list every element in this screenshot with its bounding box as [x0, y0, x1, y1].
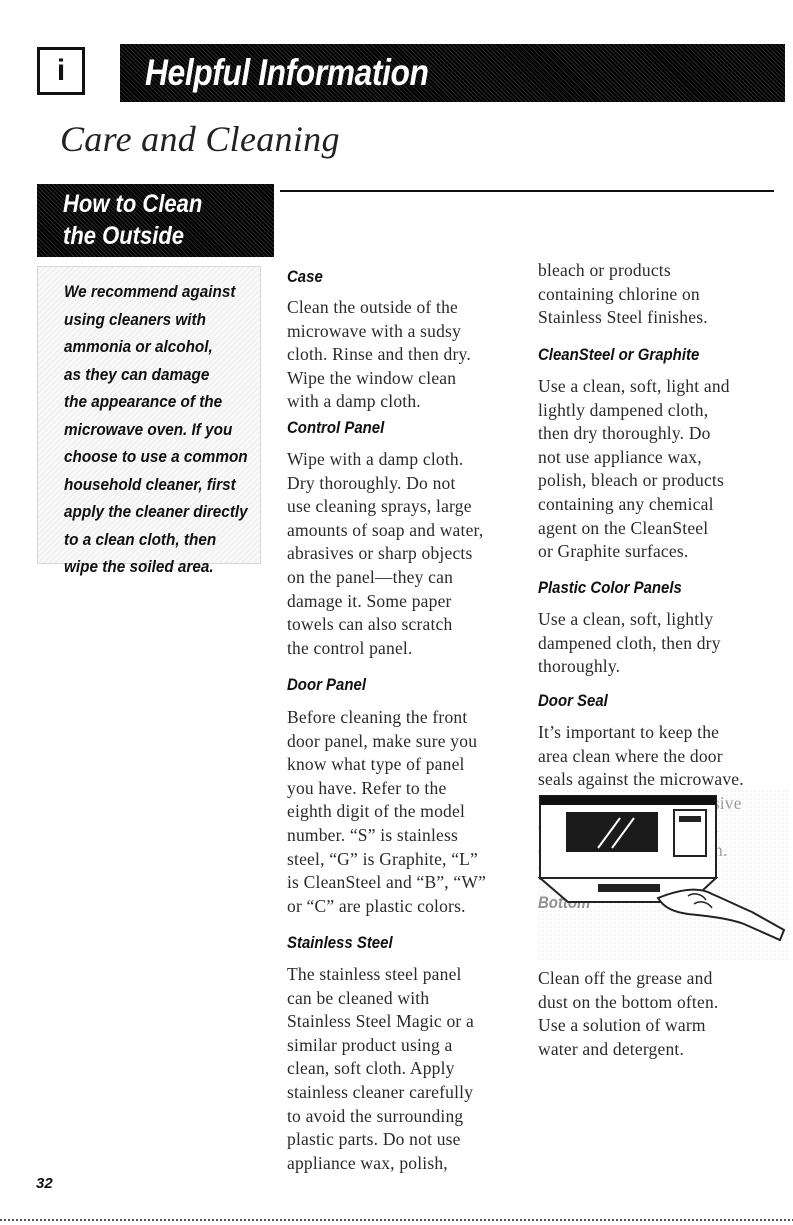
cleansteel-line: containing any chemical	[538, 493, 714, 514]
cleansteel-block	[538, 344, 788, 564]
callout-line: choose to use a common	[64, 447, 248, 466]
info-icon	[37, 47, 85, 95]
bottom-text	[538, 967, 788, 1061]
case-line: Clean the outside of the	[287, 297, 459, 317]
door-line: you have. Refer to the	[287, 777, 447, 798]
plastic-color-block	[538, 577, 788, 679]
side-heading-line: How to Clean	[63, 190, 203, 218]
stainless-cont-line: Stainless Steel finishes.	[538, 307, 708, 328]
stainless-line: clean, soft cloth. Apply	[287, 1058, 455, 1079]
callout-line: as they can damage	[64, 364, 210, 384]
cleansteel-line: polish, bleach or products	[538, 470, 724, 491]
case-line: microwave with a sudsy	[287, 320, 462, 341]
stainless-line: to avoid the surrounding	[287, 1105, 464, 1126]
bottom-divider	[0, 1219, 793, 1221]
side-heading	[63, 188, 202, 252]
cleansteel-line: not use appliance wax,	[538, 446, 702, 467]
stainless-line: Stainless Steel Magic or a	[287, 1011, 474, 1032]
cleansteel-line: lightly dampened cloth,	[538, 399, 709, 420]
control-panel-heading: Control Panel	[287, 418, 385, 437]
callout-line: wipe the soiled area.	[64, 557, 214, 576]
section-title: Care and Cleaning	[60, 119, 340, 159]
callout-line: ammonia or alcohol,	[64, 337, 213, 356]
control-line: Wipe with a damp cloth.	[287, 449, 464, 469]
cleansteel-text	[538, 375, 788, 564]
header-title: Helpful Information	[145, 52, 429, 93]
stainless-steel-heading: Stainless Steel	[287, 933, 393, 952]
stainless-line: appliance wax, polish,	[287, 1152, 448, 1173]
column-1	[287, 266, 537, 414]
control-line: the control panel.	[287, 637, 413, 658]
section-rule	[280, 190, 774, 192]
door-line: eighth digit of the model	[287, 801, 466, 822]
callout-text	[64, 278, 258, 581]
page-number: 32	[36, 1175, 53, 1192]
bottom-line: Use a solution of warm	[538, 1015, 706, 1036]
stainless-line: The stainless steel panel	[287, 964, 462, 984]
control-panel-block	[287, 417, 537, 660]
seal-line: It’s important to keep the	[538, 722, 720, 742]
callout-line: apply the cleaner directly	[64, 502, 248, 521]
door-line: steel, “G” is Graphite, “L”	[287, 848, 479, 869]
callout-line: microwave oven. If you	[64, 419, 233, 439]
door-line: door panel, make sure you	[287, 730, 478, 751]
door-panel-text	[287, 706, 537, 918]
stainless-line: similar product using a	[287, 1034, 453, 1055]
door-line: Before cleaning the front	[287, 707, 468, 727]
control-line: amounts of soap and water,	[287, 519, 484, 540]
door-line: is CleanSteel and “B”, “W”	[287, 872, 487, 893]
door-panel-block	[287, 674, 537, 918]
cleansteel-line: agent on the CleanSteel	[538, 517, 709, 538]
stainless-line: stainless cleaner carefully	[287, 1081, 474, 1102]
stainless-line: plastic parts. Do not use	[287, 1129, 461, 1150]
stainless-continued-text	[538, 259, 788, 330]
door-panel-heading: Door Panel	[287, 675, 366, 694]
plastic-color-heading: Plastic Color Panels	[538, 578, 682, 597]
stainless-steel-block	[287, 932, 537, 1175]
stainless-cont-line: containing chlorine on	[538, 283, 700, 304]
control-line: towels can also scratch	[287, 614, 453, 635]
bottom-line: dust on the bottom often.	[538, 991, 719, 1012]
case-line: Wipe the window clean	[287, 367, 457, 388]
control-line: on the panel—they can	[287, 566, 454, 587]
info-icon-glyph: i	[56, 54, 66, 87]
control-line: abrasives or sharp objects	[287, 543, 473, 564]
stainless-steel-text	[287, 963, 537, 1175]
seal-line: seals against the microwave.	[538, 769, 744, 790]
door-line: number. “S” is stainless	[287, 824, 459, 845]
callout-line: the appearance of the	[64, 392, 223, 411]
cleansteel-line: Use a clean, soft, light and	[538, 376, 730, 396]
case-line: cloth. Rinse and then dry.	[287, 344, 471, 365]
plastic-color-text	[538, 608, 788, 679]
control-line: Dry thoroughly. Do not	[287, 472, 456, 493]
case-heading: Case	[287, 267, 323, 286]
side-heading-line: the Outside	[63, 222, 185, 250]
bottom-line: Clean off the grease and	[538, 968, 713, 988]
callout-line: We recommend against	[64, 282, 236, 301]
door-seal-heading: Door Seal	[538, 691, 608, 710]
cleansteel-line: or Graphite surfaces.	[538, 541, 689, 562]
callout-line: using cleaners with	[64, 309, 206, 329]
case-line: with a damp cloth.	[287, 391, 421, 412]
cleansteel-heading: CleanSteel or Graphite	[538, 345, 700, 364]
plastic-line: Use a clean, soft, lightly	[538, 609, 714, 629]
callout-line: to a clean cloth, then	[64, 529, 217, 549]
case-text	[287, 296, 537, 414]
control-line: damage it. Some paper	[287, 590, 452, 611]
seal-line: area clean where the door	[538, 745, 723, 766]
plastic-line: dampened cloth, then dry	[538, 632, 721, 653]
callout-line: household cleaner, first	[64, 474, 236, 494]
door-line: know what type of panel	[287, 754, 465, 775]
stainless-cont-line: bleach or products	[538, 260, 671, 280]
cleansteel-line: then dry thoroughly. Do	[538, 423, 711, 444]
stainless-line: can be cleaned with	[287, 987, 430, 1008]
door-line: or “C” are plastic colors.	[287, 895, 466, 916]
control-line: use cleaning sprays, large	[287, 496, 472, 517]
microwave-illustration	[538, 790, 788, 960]
plastic-line: thoroughly.	[538, 656, 621, 677]
bottom-line: water and detergent.	[538, 1038, 685, 1059]
control-panel-text	[287, 448, 537, 660]
